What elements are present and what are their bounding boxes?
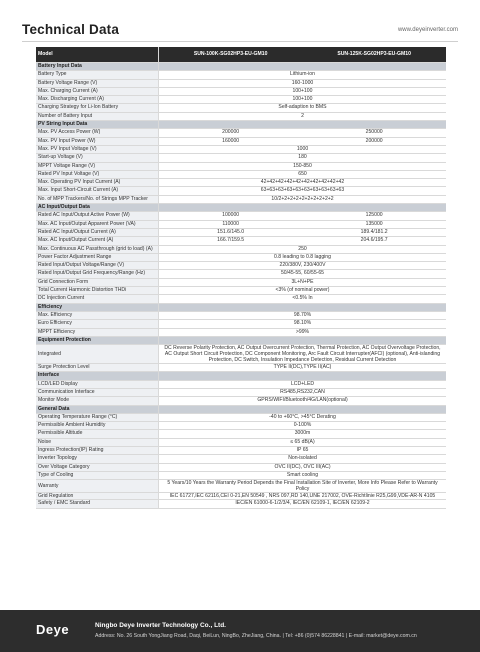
spec-row — [36, 187, 446, 195]
spec-value: DC Reverse Polarity Protection, AC Output Overcurrent Protection, Thermal Protection, AC Output Overvoltage Protection, AC Output Short Circuit Protection, DC Component Monitoring, Arc Fault Circuit Interrupter(AFCI) (optional), Anti-islanding Protection, DC Switch, Insulation Impedance Detection, Residual Current Detection — [159, 345, 447, 364]
spec-label: Number of Battery Input — [36, 112, 159, 120]
spec-row — [36, 87, 446, 95]
spec-row — [36, 71, 446, 79]
spec-label: Charging Strategy for Li-Ion Battery — [36, 104, 159, 112]
spec-label: MPPT Voltage Range (V) — [36, 162, 159, 170]
spec-label: Rated PV Input Voltage (V) — [36, 170, 159, 178]
spec-value-model-2: 125000 — [302, 212, 446, 220]
spec-label: Max. AC Input/Output Apparent Power (VA) — [36, 220, 159, 228]
spec-label: Max. Discharging Current (A) — [36, 96, 159, 104]
spec-value: 2 — [159, 112, 447, 120]
spec-row — [36, 388, 446, 396]
spec-row — [36, 278, 446, 286]
section-title: Equipment Protection — [36, 336, 159, 344]
spec-row — [36, 137, 446, 145]
spec-label: Max. Continuous AC Passthrough (grid to load) (A) — [36, 245, 159, 253]
spec-label: Grid Regulation — [36, 493, 159, 500]
spec-label: Max. PV Input Voltage (V) — [36, 145, 159, 153]
spec-row — [36, 228, 446, 236]
section-title: AC Input/Output Data — [36, 204, 159, 212]
spec-label: Communication Interface — [36, 388, 159, 396]
spec-row — [36, 345, 446, 364]
spec-row — [36, 295, 446, 303]
spec-row — [36, 154, 446, 162]
spec-row — [36, 364, 446, 372]
spec-table — [36, 47, 446, 509]
spec-label: Total Current Harmonic Distortion THDi — [36, 287, 159, 295]
spec-label: Start-up Voltage (V) — [36, 154, 159, 162]
spec-value: 100+100 — [159, 87, 447, 95]
spec-label: Max. AC Input/Output Current (A) — [36, 237, 159, 245]
section-header — [36, 336, 446, 344]
spec-row — [36, 212, 446, 220]
spec-value-model-1: 110000 — [159, 220, 303, 228]
spec-value: 180 — [159, 154, 447, 162]
spec-value: IP 65 — [159, 447, 447, 455]
spec-row — [36, 79, 446, 87]
spec-row — [36, 493, 446, 500]
spec-row — [36, 500, 446, 508]
spec-value: IEC/EN 61000-6-1/2/3/4, IEC/EN 62109-1, IEC/EN 62109-2 — [159, 500, 447, 508]
section-fill — [159, 303, 447, 311]
spec-value-model-2: 204.6/195.7 — [302, 237, 446, 245]
spec-label: Max. Efficiency — [36, 311, 159, 319]
spec-value-model-2: 250000 — [302, 129, 446, 137]
model-2-name: SUN-125K-SG02HP3-EU-GM10 — [302, 47, 446, 63]
spec-row — [36, 413, 446, 421]
spec-row — [36, 311, 446, 319]
section-fill — [159, 63, 447, 71]
spec-label: Battery Type — [36, 71, 159, 79]
spec-value: LCD+LED — [159, 380, 447, 388]
spec-row — [36, 471, 446, 479]
spec-label: DC Injection Current — [36, 295, 159, 303]
spec-value: Lithium-ion — [159, 71, 447, 79]
deye-logo: Deye — [36, 622, 70, 637]
spec-row — [36, 328, 446, 336]
spec-value: 98.70% — [159, 311, 447, 319]
spec-value: GPRS/WIFI/Bluetooth/4G/LAN(optional) — [159, 397, 447, 405]
spec-label: LCD/LED Display — [36, 380, 159, 388]
spec-row — [36, 145, 446, 153]
spec-label: Safety / EMC Standard — [36, 500, 159, 508]
model-header-row — [36, 47, 446, 63]
spec-value: TYPE II(DC),TYPE II(AC) — [159, 364, 447, 372]
page-title: Technical Data — [22, 22, 120, 37]
model-1-name: SUN-100K-SG02HP3-EU-GM10 — [159, 47, 303, 63]
spec-label: Euro Efficiency — [36, 320, 159, 328]
spec-row — [36, 104, 446, 112]
spec-row — [36, 262, 446, 270]
section-title: General Data — [36, 405, 159, 413]
spec-row — [36, 480, 446, 493]
spec-value: 42+42+42+42+42+42+42+42+42+42 — [159, 179, 447, 187]
spec-row — [36, 195, 446, 203]
spec-label: Rated Input/Output Voltage/Range (V) — [36, 262, 159, 270]
spec-label: Rated AC Input/Output Active Power (W) — [36, 212, 159, 220]
spec-value: 3000m — [159, 430, 447, 438]
page-footer — [0, 610, 480, 652]
spec-label: Surge Protection Level — [36, 364, 159, 372]
spec-label: Battery Voltage Range (V) — [36, 79, 159, 87]
spec-label: Ingress Protection(IP) Rating — [36, 447, 159, 455]
spec-value: ≤ 65 dB(A) — [159, 438, 447, 446]
spec-row — [36, 463, 446, 471]
spec-label: Max. Operating PV Input Current (A) — [36, 179, 159, 187]
spec-value-model-2: 189.4/181.2 — [302, 228, 446, 236]
spec-label: Type of Cooling — [36, 471, 159, 479]
spec-value: RS485,RS232,CAN — [159, 388, 447, 396]
spec-label: Max. Input Short-Circuit Current (A) — [36, 187, 159, 195]
spec-label: Max. PV Access Power (W) — [36, 129, 159, 137]
spec-value: 5 Years/10 Years the Warranty Period Depends the Final Installation Site of Inverter, More Info Please Refer to Warranty Policy — [159, 480, 447, 493]
spec-label: No. of MPP Trackers/No. of Strings MPP Tracker — [36, 195, 159, 203]
header-divider — [22, 41, 458, 42]
spec-value: 150-850 — [159, 162, 447, 170]
spec-value: 250 — [159, 245, 447, 253]
section-title: Battery Input Data — [36, 63, 159, 71]
spec-row — [36, 430, 446, 438]
spec-row — [36, 245, 446, 253]
spec-value: 0.8 leading to 0.8 lagging — [159, 253, 447, 261]
section-fill — [159, 336, 447, 344]
spec-value-model-1: 166.7/159.5 — [159, 237, 303, 245]
spec-row — [36, 112, 446, 120]
spec-row — [36, 179, 446, 187]
spec-label: Noise — [36, 438, 159, 446]
spec-value: Self-adaption to BMS — [159, 104, 447, 112]
spec-value: 650 — [159, 170, 447, 178]
spec-value: <3% (of nominal power) — [159, 287, 447, 295]
section-title: Interface — [36, 372, 159, 380]
spec-label: Warranty — [36, 480, 159, 493]
spec-value: Smart cooling — [159, 471, 447, 479]
spec-table-body — [36, 47, 446, 508]
spec-label: Monitor Mode — [36, 397, 159, 405]
section-fill — [159, 372, 447, 380]
spec-value: OVC II(DC), OVC III(AC) — [159, 463, 447, 471]
spec-value-model-1: 151.6/145.0 — [159, 228, 303, 236]
spec-row — [36, 253, 446, 261]
section-fill — [159, 204, 447, 212]
section-title: Efficiency — [36, 303, 159, 311]
section-header — [36, 121, 446, 129]
page-header — [0, 0, 480, 42]
spec-value: <0.5% In — [159, 295, 447, 303]
spec-label: Inverter Topology — [36, 455, 159, 463]
section-header — [36, 204, 446, 212]
spec-value-model-2: 135000 — [302, 220, 446, 228]
spec-row — [36, 320, 446, 328]
spec-row — [36, 220, 446, 228]
spec-label: Over Voltage Category — [36, 463, 159, 471]
section-fill — [159, 405, 447, 413]
section-header — [36, 63, 446, 71]
spec-value-model-1: 160000 — [159, 137, 303, 145]
spec-row — [36, 237, 446, 245]
section-header — [36, 303, 446, 311]
spec-label: Permissible Altitude — [36, 430, 159, 438]
spec-value: 1000 — [159, 145, 447, 153]
website-url[interactable]: www.deyeinverter.com — [397, 27, 458, 33]
spec-value: 98.10% — [159, 320, 447, 328]
spec-row — [36, 270, 446, 278]
section-header — [36, 372, 446, 380]
spec-value-model-2: 200000 — [302, 137, 446, 145]
spec-value: 100+100 — [159, 96, 447, 104]
spec-row — [36, 455, 446, 463]
spec-label: MPPT Efficiency — [36, 328, 159, 336]
spec-table-container — [36, 47, 446, 509]
spec-row — [36, 447, 446, 455]
spec-value: IEC 61727,IEC 62116,CEI 0-21,EN 50549 , NRS 097,RD 140,UNE 217002, OVE-Richtlinie R25,G99,VDE-AR-N 4105 — [159, 493, 447, 500]
spec-row — [36, 162, 446, 170]
section-fill — [159, 121, 447, 129]
spec-row — [36, 96, 446, 104]
spec-value: 160-1000 — [159, 79, 447, 87]
company-address: Address: No. 26 South YongJiang Road, Daqi, BeiLun, NingBo, ZheJiang, China. | Tel: +86 (0)574 86228841 | E-mail: market@deye.com.cn — [95, 633, 417, 639]
section-title: PV String Input Data — [36, 121, 159, 129]
spec-value: -40 to +60°C, >45°C Derating — [159, 413, 447, 421]
spec-row — [36, 422, 446, 430]
spec-label: Rated Input/Output Grid Frequency/Range (Hz) — [36, 270, 159, 278]
spec-label: Grid Connection Form — [36, 278, 159, 286]
spec-value: 50/45-55, 60/55-65 — [159, 270, 447, 278]
spec-label: Max. PV Input Power (W) — [36, 137, 159, 145]
model-label: Model — [36, 47, 159, 63]
spec-row — [36, 438, 446, 446]
spec-row — [36, 129, 446, 137]
spec-label: Permissible Ambient Humidity — [36, 422, 159, 430]
spec-row — [36, 287, 446, 295]
spec-value-model-1: 200000 — [159, 129, 303, 137]
section-header — [36, 405, 446, 413]
spec-value-model-1: 100000 — [159, 212, 303, 220]
spec-row — [36, 397, 446, 405]
spec-row — [36, 380, 446, 388]
spec-value: 0-100% — [159, 422, 447, 430]
spec-value: 220/380V, 230/400V — [159, 262, 447, 270]
spec-row — [36, 170, 446, 178]
spec-label: Max. Charging Current (A) — [36, 87, 159, 95]
spec-label: Rated AC Input/Output Current (A) — [36, 228, 159, 236]
spec-label: Integrated — [36, 345, 159, 364]
spec-value: 63+63+63+63+63+63+63+63+63+63 — [159, 187, 447, 195]
spec-value: 10/2+2+2+2+2+2+2+2+2+2 — [159, 195, 447, 203]
company-name: Ningbo Deye Inverter Technology Co., Ltd. — [95, 622, 226, 629]
spec-value: 3L+N+PE — [159, 278, 447, 286]
spec-value: Non-isolated — [159, 455, 447, 463]
spec-label: Operating Temperature Range (°C) — [36, 413, 159, 421]
spec-value: >99% — [159, 328, 447, 336]
spec-label: Power Factor Adjustment Range — [36, 253, 159, 261]
